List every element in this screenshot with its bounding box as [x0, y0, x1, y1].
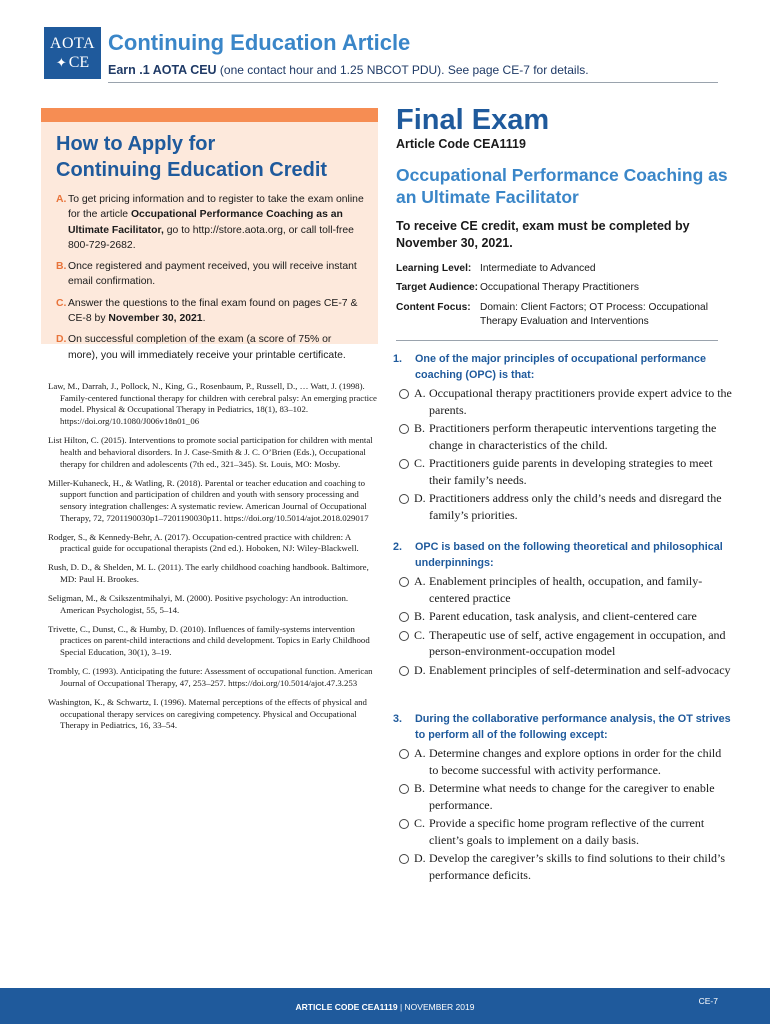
option-letter: B. — [414, 609, 426, 623]
apply-step — [56, 296, 364, 327]
reference-entry: Washington, K., & Schwartz, I. (1996). Maternal perceptions of the effects of physical and occupational therapy services on caregiving competency. Physical and Occupational Therapy in Pediatrics, 16, 33–54. — [48, 696, 367, 731]
option-text: Therapeutic use of self, active engagement in occupation, and person-environment-occupation model — [429, 627, 726, 658]
reference-entry: Trombly, C. (1993). Anticipating the future: Assessment of occupational function. American Journal of Occupational Therapy, 47, 253–257. https://doi.org/10.5014/ajot.47.3.253 — [48, 666, 373, 688]
radio-circle-icon[interactable] — [399, 389, 409, 399]
option-text: Provide a specific home program reflective of the current client’s goals to implement on a daily basis. — [429, 816, 705, 847]
radio-circle-icon[interactable] — [399, 749, 409, 759]
box-accent-bar — [41, 108, 378, 122]
page-footer — [0, 988, 770, 1024]
radio-circle-icon[interactable] — [399, 854, 409, 864]
option-letter: D. — [414, 491, 426, 505]
answer-option[interactable] — [393, 745, 733, 778]
question-text: OPC is based on the following theoretical and philosophical underpinnings: — [415, 541, 723, 569]
option-text: Practitioners guide parents in developing strategies to meet their family’s needs. — [429, 456, 713, 487]
option-text: Parent education, task analysis, and client-centered care — [429, 609, 697, 623]
radio-circle-icon[interactable] — [399, 819, 409, 829]
final-exam-title: Final Exam — [396, 104, 550, 136]
option-letter: C. — [414, 816, 426, 830]
meta-content-focus: Content Focus: Domain: Client Factors; OT Process: Occupational Therapy Evaluation and Interventions — [396, 302, 708, 327]
option-text: Determine what needs to change for the caregiver to enable performance. — [429, 781, 715, 812]
question-stem — [393, 540, 733, 571]
section-title: Continuing Education Article — [108, 30, 411, 55]
step-letter: C. — [56, 297, 67, 309]
reference-entry: Trivette, C., Dunst, C., & Humby, D. (2010). Influences of family-systems intervention practices on parent-child interactions and child development. Topics in Early Childhood Special Education, 30(1), 3–19. — [48, 623, 370, 658]
option-letter: B. — [414, 781, 426, 795]
step-letter: B. — [56, 261, 67, 273]
reference-entry: Law, M., Darrah, J., Pollock, N., King, G., Rosenbaum, P., Russell, D., … Watt, J. (1998). Family-centered functional therapy for children with cerebral palsy: An emerging practice model. Physical & Occupational Therapy in Pediatrics, 18(1), 83–102. https://doi.org/10.1080/J006v18n01_06 — [48, 381, 377, 427]
option-text: Enablement principles of health, occupation, and family-centered practice — [429, 574, 703, 605]
question-stem — [393, 712, 733, 743]
answer-option[interactable] — [393, 815, 733, 848]
radio-circle-icon[interactable] — [399, 459, 409, 469]
option-letter: D. — [414, 662, 426, 677]
reference-entry: Miller-Kuhaneck, H., & Watling, R. (2018). Parental or teacher education and coaching to support function and participation of children and youth with sensory processing and sensory integration challenges: A systematic review. American Journal of Occupational Therapy, 72, 7201190030p1–7201190030p11. https://doi.org/10.5014/ajot.2018.029017 — [48, 477, 369, 523]
aota-ce-logo — [44, 27, 101, 79]
reference-entry: Rush, D. D., & Shelden, M. L. (2011). The early childhood coaching handbook. Baltimore, MD: Paul H. Brookes. — [48, 562, 369, 585]
option-text: Occupational therapy practitioners provide expert advice to the parents. — [429, 386, 732, 417]
header-divider — [108, 82, 718, 83]
footer-article-code: ARTICLE CODE CEA1119 — [295, 1002, 398, 1012]
logo-mark-icon: ✦ — [55, 55, 67, 70]
apply-steps-list — [56, 192, 364, 363]
step-letter: D. — [56, 334, 67, 346]
step-text: Answer the questions to the final exam found on pages CE-7 & CE-8 by November 30, 2021. — [68, 297, 358, 325]
answer-option[interactable] — [393, 490, 733, 523]
article-title: Occupational Performance Coaching as an Ultimate Facilitator — [396, 165, 728, 207]
meta-target-audience: Target Audience: Occupational Therapy Practitioners — [396, 282, 639, 293]
apply-step — [56, 332, 364, 363]
how-to-apply-title: How to Apply for Continuing Education Credit — [56, 133, 328, 181]
option-text: Practitioners perform therapeutic interventions targeting the change in characteristics of the child. — [429, 421, 717, 452]
answer-option[interactable] — [393, 662, 733, 679]
option-letter: A. — [414, 386, 426, 400]
footer-date: NOVEMBER 2019 — [404, 1002, 475, 1012]
reference-entry: List Hilton, C. (2015). Interventions to promote social participation for children with mental health and behavioral disorders. In J. Case-Smith & J. C. O’Brien (Eds.), Occupational therapy for children and adolescents (7th ed., 321–345). St. Louis, MO: Mosby. — [48, 435, 373, 469]
answer-option[interactable] — [393, 608, 733, 625]
radio-circle-icon[interactable] — [399, 612, 409, 622]
earn-ceu-bold: Earn .1 AOTA CEU — [108, 63, 217, 77]
apply-step — [56, 192, 364, 253]
question-number: 2. — [393, 541, 403, 553]
radio-circle-icon[interactable] — [399, 631, 409, 641]
option-letter: D. — [414, 851, 426, 865]
question-stem — [393, 352, 733, 383]
option-letter: A. — [414, 574, 426, 588]
apply-step — [56, 259, 364, 290]
option-letter: A. — [414, 746, 426, 760]
reference-entry: Rodger, S., & Kennedy-Behr, A. (2017). Occupation-centred practice with children: A practical guide for occupational therapists (2nd ed.). Hoboken, NJ: Wiley-Blackwell. — [48, 531, 359, 554]
article-code: Article Code CEA1119 — [396, 137, 526, 151]
option-text: Practitioners address only the child’s needs and disregard the family’s priorities. — [429, 491, 722, 522]
earn-ceu-details: (one contact hour and 1.25 NBCOT PDU). See page CE-7 for details. — [216, 63, 589, 77]
answer-option[interactable] — [393, 780, 733, 813]
question-number: 1. — [393, 353, 403, 365]
question-number: 3. — [393, 713, 403, 725]
answer-option[interactable] — [393, 573, 733, 606]
logo-text-ce: CE — [68, 54, 90, 71]
step-text: On successful completion of the exam (a score of 75% or more), you will immediately receive your printable certificate. — [68, 334, 346, 361]
option-letter: B. — [414, 421, 426, 435]
answer-option[interactable] — [393, 850, 733, 883]
footer-separator: | — [399, 1002, 403, 1012]
radio-circle-icon[interactable] — [399, 577, 409, 587]
how-to-apply-box — [41, 108, 378, 361]
option-text: Develop the caregiver’s skills to find solutions to their child’s performance deficits. — [429, 851, 726, 882]
step-letter: A. — [56, 194, 67, 205]
option-letter: C. — [414, 456, 426, 470]
step-text: Once registered and payment received, you will receive instant email confirmation. — [68, 261, 357, 288]
page-number: CE-7 — [698, 996, 718, 1006]
radio-circle-icon[interactable] — [399, 494, 409, 504]
answer-option[interactable] — [393, 627, 733, 660]
option-letter: C. — [414, 627, 426, 642]
question-text: During the collaborative performance analysis, the OT strives to perform all of the following except: — [415, 713, 731, 741]
deadline-notice: To receive CE credit, exam must be completed by November 30, 2021. — [396, 219, 690, 250]
answer-option[interactable] — [393, 420, 733, 453]
earn-ceu-line — [108, 63, 589, 77]
question-2 — [393, 540, 733, 678]
logo-text-aota: AOTA — [49, 35, 96, 52]
question-1 — [393, 352, 733, 523]
radio-circle-icon[interactable] — [399, 424, 409, 434]
meta-learning-level: Learning Level: Intermediate to Advanced — [396, 263, 596, 274]
reference-entry: Seligman, M., & Csikszentmihalyi, M. (2000). Positive psychology: An introduction. American Psychologist, 55, 5–14. — [48, 593, 349, 615]
meta-divider — [396, 340, 718, 341]
option-text: Determine changes and explore options in order for the child to become successful with activity performance. — [429, 746, 722, 777]
answer-option[interactable] — [393, 385, 733, 418]
radio-circle-icon[interactable] — [399, 666, 409, 676]
answer-option[interactable] — [393, 455, 733, 488]
references-list — [48, 381, 378, 739]
step-text: To get pricing information and to register to take the exam online for the article Occupational Performance Coaching as an Ultimate Facilitator, go to http://store.aota.org, or call toll-free 800-729-2682. — [68, 194, 364, 251]
question-text: One of the major principles of occupational performance coaching (OPC) is that: — [415, 353, 706, 381]
question-3 — [393, 712, 733, 883]
radio-circle-icon[interactable] — [399, 784, 409, 794]
option-text: Enablement principles of self-determination and self-advocacy — [429, 662, 731, 677]
